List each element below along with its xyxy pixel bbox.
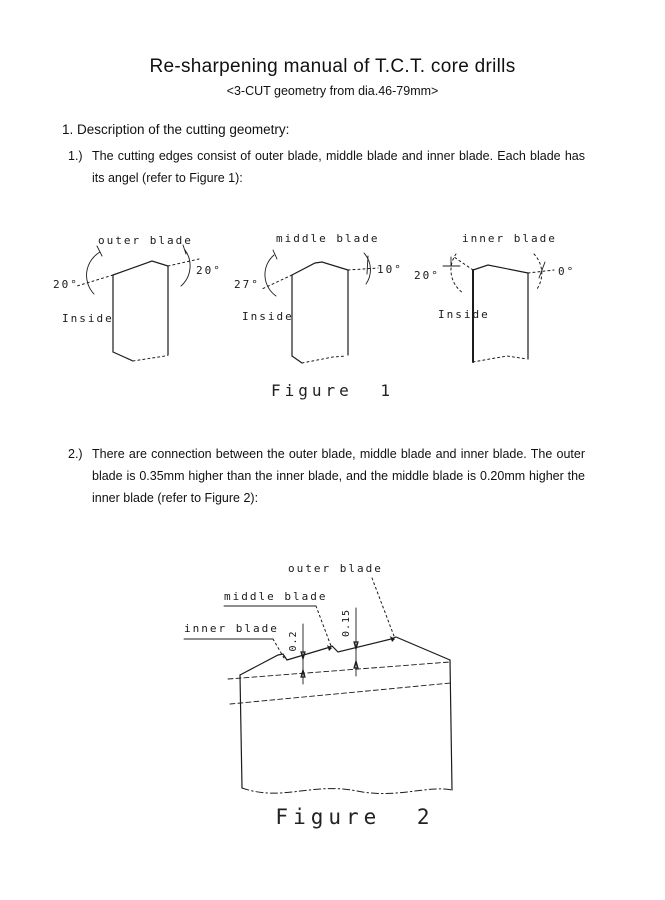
section-heading: 1. Description of the cutting geometry: [62, 122, 290, 137]
inner-blade-angle-marks [443, 254, 554, 293]
outer-blade-label: outer blade [98, 234, 193, 247]
middle-blade-outline [292, 262, 348, 363]
middle-blade-angle-marks [262, 250, 378, 296]
page-title: Re-sharpening manual of T.C.T. core drills [149, 56, 516, 77]
outer-right-angle-value: 20° [196, 264, 222, 277]
outer-left-angle-value: 20° [53, 278, 79, 291]
fig2-dim-outer-value: 0.15 [341, 608, 352, 638]
inner-left-angle-value: 20° [414, 269, 440, 282]
middle-left-angle-value: 27° [234, 278, 260, 291]
outer-blade-outline [113, 261, 168, 361]
outer-blade-angle-marks [77, 245, 199, 294]
middle-inside-label: Inside [242, 310, 294, 323]
figure1-outer-blade-diagram [48, 226, 238, 381]
page-subtitle: <3-CUT geometry from dia.46-79mm> [226, 84, 439, 98]
fig2-inner-blade-label: inner blade [184, 622, 279, 635]
figure1-middle-blade-diagram [230, 226, 420, 381]
inner-blade-label: inner blade [462, 232, 557, 245]
item-text: There are connection between the outer blade, middle blade and inner blade. The outer blade is 0.35mm higher than the inner blade, and the middle blade is 0.20mm higher the inner blade (refer to Figure 2): [92, 447, 585, 505]
fig2-tooth-outline [228, 637, 452, 794]
fig2-dimension-0-2 [301, 624, 305, 684]
figure2-drawing [172, 556, 482, 836]
list-item-1 [68, 145, 585, 189]
figure1-inner-blade-diagram [412, 226, 602, 381]
inner-inside-label: Inside [438, 308, 490, 321]
item-number: 1.) [68, 149, 83, 163]
inner-right-angle-value: 0° [558, 265, 576, 278]
figure1-caption: Figure 1 [270, 381, 395, 400]
figure2-caption: Figure 2 [275, 805, 435, 829]
fig2-dimension-0-15 [354, 608, 358, 676]
item-number: 2.) [68, 447, 83, 461]
fig2-middle-blade-label: middle blade [224, 590, 328, 603]
outer-inside-label: Inside [62, 312, 114, 325]
middle-right-angle-value: 10° [377, 263, 403, 276]
item-text: The cutting edges consist of outer blade, middle blade and inner blade. Each blade has its angel (refer to Figure 1): [92, 149, 585, 185]
fig2-outer-blade-label: outer blade [288, 562, 383, 575]
middle-blade-label: middle blade [276, 232, 380, 245]
fig2-dim-middle-value: 0.2 [288, 630, 299, 652]
list-item-2 [68, 443, 585, 509]
